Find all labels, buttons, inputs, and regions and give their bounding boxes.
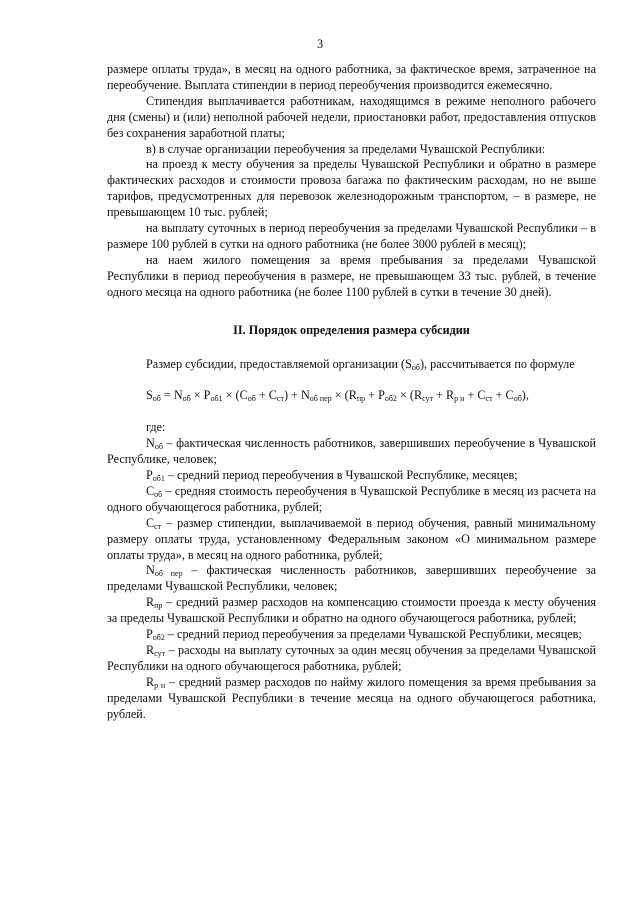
formula-sub: об: [513, 394, 522, 404]
formula-part: = N: [160, 388, 183, 403]
symbol-sub: пр: [154, 601, 163, 611]
formula-intro: [107, 357, 596, 373]
formula-sub: р н: [454, 394, 465, 404]
paragraph: в) в случае организации переобучения за пределами Чувашской Республики:: [146, 141, 546, 156]
formula-sub: сут: [422, 394, 434, 404]
paragraph: на наем жилого помещения за время пребывания за пределами Чувашской Республики в период переобучения в размере, не превышающем 33 тыс. рублей, в течение одного месяца на одного работника (не более 1100 рублей в сутки в течение 30 дней).: [107, 252, 596, 299]
symbol-sub: сут: [154, 649, 166, 658]
definition: [107, 675, 596, 723]
symbol: R: [146, 674, 155, 689]
symbol-sub: об: [154, 442, 163, 452]
definition: [107, 516, 596, 564]
formula-sub: об: [152, 394, 161, 404]
symbol-sub: об2: [152, 633, 165, 643]
formula-sub: пр: [356, 394, 366, 404]
formula-part: × P: [190, 388, 211, 403]
definition-text: – средний размер расходов на компенсацию стоимости проезда к месту обучения за пределы Чувашской Республики и обратно на одного обучающегося работника, рублей;: [107, 595, 596, 626]
paragraph: на проезд к месту обучения за пределы Чувашской Республики и обратно в размере фактических расходов и стоимости провоза багажа по фактическим расходам, но не выше тарифов, предусмотренных для перевозок железнодорожным транспортом, – в размере, не превышающем 10 тыс. рублей;: [107, 157, 596, 220]
formula-part: + R: [433, 388, 455, 403]
formula-sub: об: [182, 394, 191, 404]
definition: [107, 627, 596, 643]
definition-text: – фактическая численность работников, завершивших переобучение за пределами Чувашской Республики, человек;: [107, 563, 597, 594]
definition: [107, 484, 596, 516]
definition-text: – средний период переобучения в Чувашской Республике, месяцев;: [164, 468, 518, 483]
formula-sub: об1: [210, 394, 223, 404]
document-body: [107, 62, 596, 723]
definition: [107, 436, 596, 468]
formula-sub: об2: [384, 394, 397, 404]
intro-text: ), рассчитывается по формуле: [419, 356, 575, 371]
definition: [107, 595, 596, 627]
symbol: P: [146, 468, 153, 483]
definition-text: – средний период переобучения за пределами Чувашской Республики, месяцев;: [164, 627, 582, 642]
formula-part: × (R: [331, 388, 357, 403]
symbol: N: [146, 563, 155, 578]
formula-part: × (C: [222, 388, 248, 403]
symbol: R: [146, 595, 155, 610]
formula-sub: об: [247, 394, 256, 404]
symbol-sub: р н: [154, 680, 166, 690]
formula-part: ),: [521, 388, 529, 403]
symbol-sub: об пер: [154, 569, 183, 579]
formula-part: × (R: [396, 388, 423, 403]
symbol: P: [146, 627, 153, 642]
paragraph: размере оплаты труда», в месяц на одного работника, за фактическое время, затраченное на переобучение. Выплата стипендии в период переобучения производится ежемесячно.: [107, 62, 596, 92]
formula-part: ) + N: [283, 388, 310, 403]
definition-text: – расходы на выплату суточных за один месяц обучения за пределами Чувашской Республики на одного обучающегося работника, рублей;: [107, 643, 596, 673]
paragraph: на выплату суточных в период переобучения за пределами Чувашской Республики – в размере 100 рублей в сутки на одного работника (не более 3000 рублей в месяц);: [107, 221, 596, 251]
page-number: 3: [316, 37, 324, 51]
definition-text: – средний размер расходов по найму жилого помещения за время пребывания за пределами Чувашской Республики в течение месяца на одного обучающегося работника, рублей.: [107, 674, 596, 721]
formula-part: S: [146, 388, 153, 403]
formula-part: + C: [464, 388, 486, 403]
symbol: N: [146, 436, 155, 451]
definition-text: – размер стипендии, выплачиваемой в период обучения, равный минимальному размеру оплаты труда, установленному Федеральным законом «О минимальном размере оплаты труда», в месяц на одного работника, рублей;: [107, 515, 596, 562]
formula: [107, 388, 596, 404]
definition-text: – средняя стоимость переобучения в Чувашской Республике в месяц из расчета на одного обучающегося работника, рублей;: [107, 483, 596, 514]
where-label: где:: [146, 420, 166, 435]
formula-sub: ст: [485, 394, 493, 404]
symbol-sub: об: [154, 489, 163, 499]
intro-text: Размер субсидии, предоставляемой организации (S: [146, 356, 412, 371]
paragraph: Стипендия выплачивается работникам, находящимся в режиме неполного рабочего дня (смены) и (или) неполной рабочей недели, приостановки работ, предоставления отпусков без сохранения заработной платы;: [107, 93, 596, 140]
symbol: C: [146, 515, 155, 530]
formula-part: + C: [492, 388, 514, 403]
symbol: C: [146, 483, 155, 498]
symbol: R: [146, 643, 155, 657]
formula-sub: об пер: [309, 394, 332, 404]
definition: [107, 468, 596, 484]
symbol-sub: об1: [152, 474, 165, 484]
formula-part: + P: [365, 388, 385, 403]
symbol-sub: ст: [154, 521, 162, 531]
section-title: II. Порядок определения размера субсидии: [233, 322, 470, 337]
definition: [107, 643, 596, 675]
definition-text: – фактическая численность работников, завершивших переобучение в Чувашской Республике, человек;: [107, 436, 596, 467]
subscript: об: [411, 362, 420, 372]
formula-sub: ст: [276, 394, 284, 404]
formula-part: + C: [255, 388, 277, 403]
definition: [107, 563, 596, 595]
